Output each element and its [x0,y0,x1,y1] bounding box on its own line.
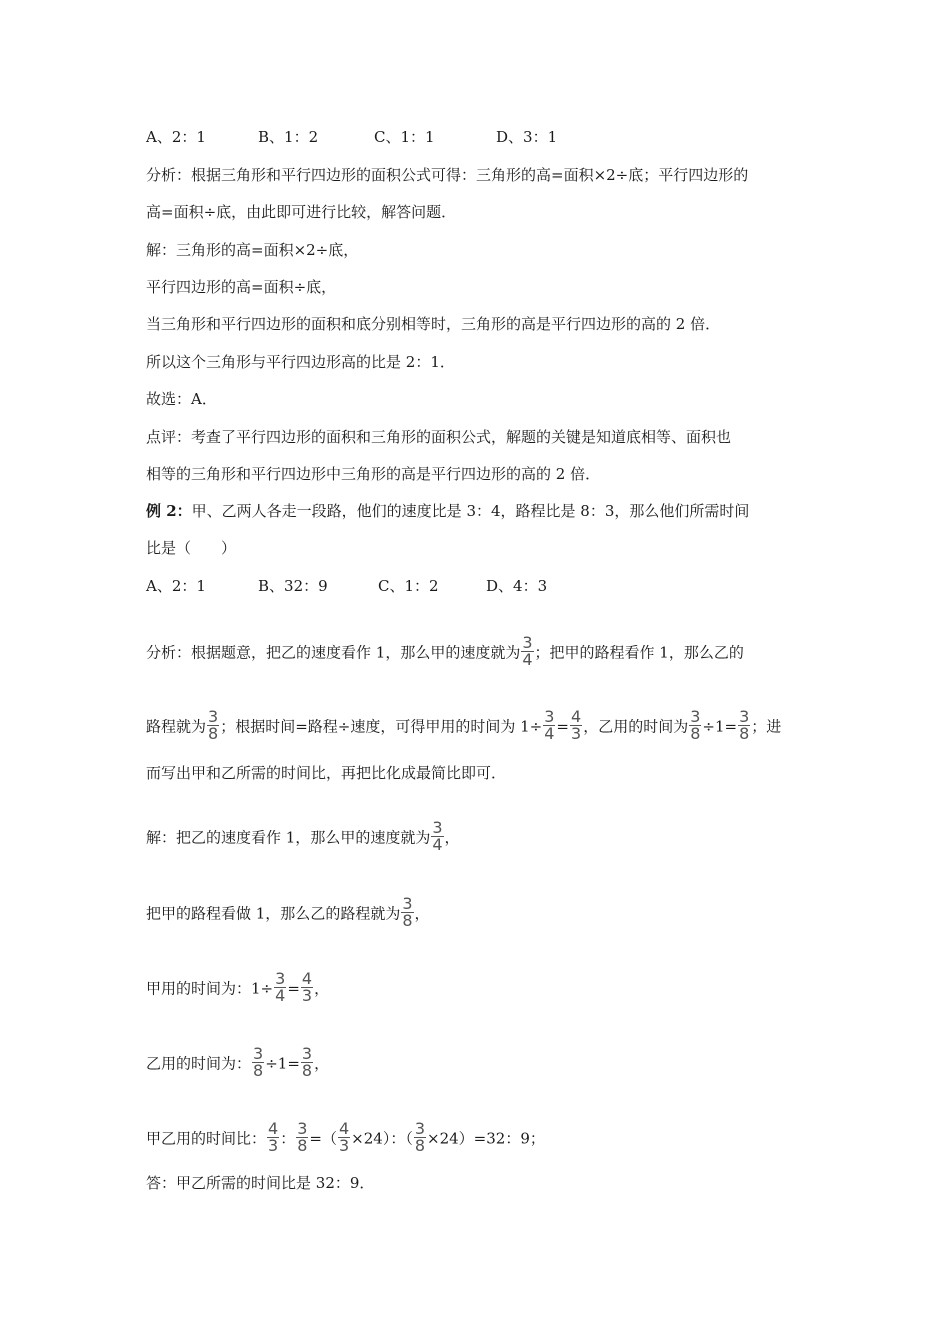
text: =（ [309,1129,337,1148]
fraction-4-3 [338,1121,350,1154]
denominator: 8 [402,911,413,930]
fraction-3-8 [301,1046,313,1079]
denominator: 4 [544,724,555,743]
text: ， [414,904,430,923]
text: ÷1= [702,717,738,736]
ex1-option-b: B、1：2 [258,128,319,146]
ex2-solution-line5 [146,1119,816,1156]
denominator: 3 [338,1136,350,1155]
denominator: 8 [297,1136,308,1155]
fraction-3-4 [431,820,443,853]
fraction-3-4 [274,971,286,1004]
denominator: 4 [522,650,533,669]
numerator: 3 [432,818,443,837]
denominator: 8 [301,1061,313,1080]
numerator: 3 [739,707,750,726]
numerator: 3 [544,707,555,726]
numerator: 4 [571,707,582,726]
text: 乙用的时间为： [146,1054,252,1073]
ex2-option-a: A、2：1 [146,577,206,595]
fraction-3-8 [401,896,413,929]
numerator: 3 [208,707,219,726]
fraction-3-8 [296,1121,308,1154]
numerator: 3 [414,1119,426,1138]
ex1-choice: 故选：A． [146,390,217,408]
text: 分析：根据题意，把乙的速度看作 1，那么甲的速度就为 [146,643,521,662]
text: ÷1= [265,1054,300,1073]
text: 把甲的路程看做 1，那么乙的路程就为 [146,904,401,923]
denominator: 3 [268,1136,279,1155]
ex2-option-d: D、4：3 [486,577,548,595]
ex1-options [146,126,816,148]
ex2-question-line1 [146,500,816,522]
ex2-solution-line1 [146,818,816,855]
denominator: 3 [571,724,582,743]
denominator: 4 [275,986,286,1005]
ex2-option-c: C、1：2 [378,577,439,595]
numerator: 3 [690,707,701,726]
text: ： [280,1129,296,1148]
fraction-4-3 [570,709,582,742]
numerator: 4 [301,969,313,988]
numerator: 3 [522,633,533,652]
numerator: 3 [275,969,286,988]
numerator: 3 [253,1044,264,1063]
numerator: 4 [338,1119,350,1138]
text: ， [314,1054,330,1073]
text: 甲用的时间为：1÷ [146,979,274,998]
ex2-analysis-line2 [146,707,816,744]
text: = [556,717,569,736]
ex2-solution-line3 [146,969,816,1006]
ex2-solution-line2 [146,894,816,931]
text: 路程就为 [146,717,207,736]
denominator: 8 [253,1061,264,1080]
ex1-option-a: A、2：1 [146,128,206,146]
ex2-analysis-line3: 而写出甲和乙所需的时间比，再把比化成最简比即可． [146,764,507,782]
text: ， [314,979,330,998]
ex1-comment-line2: 相等的三角形和平行四边形中三角形的高是平行四边形的高的 2 倍． [146,465,601,483]
ex2-option-b: B、32：9 [258,577,328,595]
text: ；进 [751,717,782,736]
fraction-3-8 [689,709,701,742]
ex1-solution-line4: 所以这个三角形与平行四边形高的比是 2：1． [146,353,455,371]
denominator: 3 [301,986,313,1005]
ex2-answer: 答：甲乙所需的时间比是 32：9． [146,1174,375,1192]
numerator: 4 [268,1119,279,1138]
numerator: 3 [402,894,413,913]
numerator: 3 [301,1044,313,1063]
denominator: 8 [208,724,219,743]
text: 甲乙用的时间比： [146,1129,267,1148]
ex1-option-c: C、1：1 [374,128,435,146]
fraction-4-3 [267,1121,279,1154]
ex2-question-line2: 比是（ ） [146,539,237,557]
ex1-solution-line2: 平行四边形的高=面积÷底， [146,278,337,296]
text: ×24）：（ [351,1129,413,1148]
ex2-options [146,575,816,597]
numerator: 3 [297,1119,308,1138]
ex2-question-text: 甲、乙两人各走一段路，他们的速度比是 3：4，路程比是 8：3，那么他们所需时间 [191,502,750,520]
ex1-solution-line3: 当三角形和平行四边形的面积和底分别相等时，三角形的高是平行四边形的高的 2 倍． [146,315,721,333]
text: ×24）=32：9； [427,1129,545,1148]
ex1-solution-line1: 解：三角形的高=面积×2÷底， [146,241,359,259]
ex1-analysis-line2: 高=面积÷底，由此即可进行比较，解答问题． [146,203,457,221]
fraction-4-3 [301,971,313,1004]
text: ；根据时间=路程÷速度，可得甲用的时间为 1÷ [220,717,543,736]
denominator: 8 [690,724,701,743]
fraction-3-8 [414,1121,426,1154]
denominator: 8 [414,1136,426,1155]
denominator: 8 [739,724,750,743]
text: = [287,979,300,998]
fraction-3-4 [543,709,555,742]
denominator: 4 [432,835,443,854]
text: 解：把乙的速度看作 1，那么甲的速度就为 [146,828,431,847]
ex2-analysis-line1 [146,633,816,670]
ex1-option-d: D、3：1 [496,128,558,146]
ex1-analysis-line1: 分析：根据三角形和平行四边形的面积公式可得：三角形的高=面积×2÷底；平行四边形的 [146,166,749,184]
fraction-3-8 [207,709,219,742]
fraction-3-8 [252,1046,264,1079]
ex2-label: 例 2： [146,502,192,520]
text: ，乙用的时间为 [583,717,689,736]
fraction-3-8 [738,709,750,742]
text: ；把甲的路程看作 1，那么乙的 [534,643,744,662]
text: ， [444,828,460,847]
fraction-3-4 [521,635,533,668]
ex1-comment-line1: 点评：考查了平行四边形的面积和三角形的面积公式，解题的关键是知道底相等、面积也 [146,428,732,446]
ex2-solution-line4 [146,1044,816,1081]
